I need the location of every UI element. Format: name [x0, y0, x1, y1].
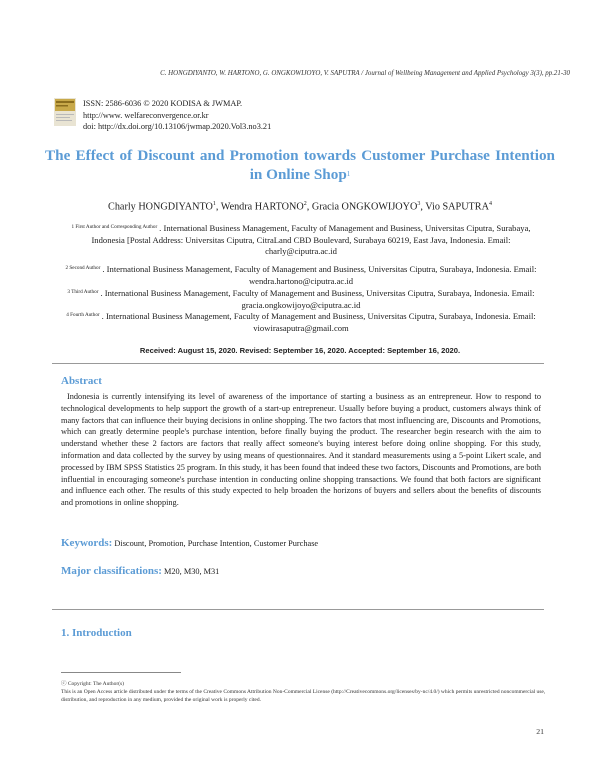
section-divider: [52, 609, 544, 610]
journal-cover-logo: [54, 98, 76, 126]
affiliation-text: . International Business Management, Faculty of Management and Business, Universitas Ciputra, Surabaya, Indonesia. Email: gracia.ongkowijoyo@ciputra.ac.id: [100, 288, 535, 310]
journal-url[interactable]: http://www. welfareconvergence.or.kr: [83, 110, 209, 120]
affiliation-tag: 3 Third Author: [67, 289, 99, 295]
major-classifications: [61, 565, 219, 577]
license-text: This is an Open Access article distributed under the terms of the Creative Commons Attribution Non-Commercial License (http://Creativecommons.org/licenses/by-nc/4.0/) which permits unrestricted noncommercial use, distribution, and reproduction in any medium, provided the original work is properly cited.: [61, 689, 546, 703]
doi-line[interactable]: doi: http://dx.doi.org/10.13106/jwmap.2020.Vol3.no3.21: [83, 122, 272, 131]
affiliation-3: [58, 287, 544, 311]
abstract-heading: Abstract: [61, 375, 102, 387]
author-sup: 3: [417, 201, 421, 207]
page-number: 21: [536, 727, 544, 736]
affiliation-2: [58, 263, 544, 287]
section-divider: [52, 363, 544, 364]
author-sup: 1: [212, 201, 216, 207]
author-name: Wendra HARTONO: [220, 201, 304, 213]
paper-title: [45, 146, 555, 184]
author-name: Vio SAPUTRA: [425, 201, 489, 213]
author-list: Charly HONGDIYANTO$^1$, Wendra HARTONO$^2$, Gracia ONGKOWIJOYO$^3$, Vio SAPUTRA$^4$: [108, 201, 492, 213]
author-name: Gracia ONGKOWIJOYO: [311, 201, 418, 213]
classifications-label: Major classifications:: [61, 565, 162, 577]
copyright-line: ⓒ Copyright: The Author(s): [61, 681, 124, 687]
affiliation-tag: 1 First Author and Corresponding Author: [71, 224, 158, 230]
affiliation-tag: 4 Fourth Author: [66, 312, 100, 318]
title-text: The Effect of Discount and Promotion towards Customer Purchase Intention in Online Shop: [45, 147, 555, 183]
affiliation-tag: 2 Second Author: [65, 265, 101, 271]
keywords: [61, 537, 318, 549]
affiliation-text: . International Business Management, Faculty of Management and Business, Universitas Ciputra, Surabaya, Indonesia. Email: wendra.hartono@ciputra.ac.id: [102, 264, 537, 286]
affiliation-text: . International Business Management, Faculty of Management and Business, Universitas Ciputra, Surabaya, Indonesia. Email: viowirasaputra@gmail.com: [101, 311, 536, 333]
received-dates: Received: August 15, 2020. Revised: September 16, 2020. Accepted: September 16, 2020.: [139, 346, 461, 355]
journal-meta: [83, 98, 271, 133]
title-footnote-mark: 1: [346, 170, 351, 178]
keywords-label: Keywords:: [61, 537, 113, 549]
author-name: Charly HONGDIYANTO: [108, 201, 213, 213]
footnote: [61, 680, 551, 704]
author-sup: 2: [303, 201, 307, 207]
affiliation-1: [58, 222, 544, 258]
keywords-text: Discount, Promotion, Purchase Intention, Customer Purchase: [112, 539, 319, 548]
running-head: C. HONGDIYANTO, W. HARTONO, G. ONGKOWIJOYO, V. SAPUTRA / Journal of Wellbeing Management and Applied Psychology 3(3), pp.21-30: [160, 70, 570, 77]
abstract-body: Indonesia is currently intensifying its level of awareness of the importance of starting a business as an entrepreneur. How to respond to technological developments to help support the growth of a start-up entrepreneur. Usually before buying a product, customers always think of many factors that can influence their buying decisions in online shopping. The two factors that most influencing are, Discounts and Promotions, which can greatly determine people's purchase intention, before finally buying the product. The researcher begin research with the aim to understand whether these 2 factors are factors that really affect someone's buying interest before doing online shopping. For this study, information and data collected by the survey by using means of questionnaires. And it standard measurements using a 5-point Likert scale, and processed by IBM SPSS Statistics 25 program. In this study, it has been found that indeed these two factors, Discounts and Promotions, are both influential in encouraging someone's purchase intention in conducting online shopping transactions. We found that both factors are significant and influence each other. The results of this study expected to help broaden the horizons of buyers and sellers about the benefits of discounts and promotions in online shopping.: [61, 392, 541, 508]
affiliation-text: . International Business Management, Faculty of Management and Business, Universitas Ciputra, Surabaya, Indonesia [Postal Address: Universitas Ciputra, CitraLand CBD Boulevard, Surabaya 60219, East Java, Indonesia. Email: charly@ciputra.ac.id: [91, 223, 531, 257]
classifications-text: M20, M30, M31: [161, 567, 220, 576]
issn-line: ISSN: 2586-6036 © 2020 KODISA & JWMAP.: [83, 99, 243, 108]
introduction-heading: 1. Introduction: [61, 627, 132, 639]
affiliation-4: [58, 310, 544, 334]
author-sup: 4: [488, 201, 492, 207]
footnote-rule: [61, 672, 181, 673]
